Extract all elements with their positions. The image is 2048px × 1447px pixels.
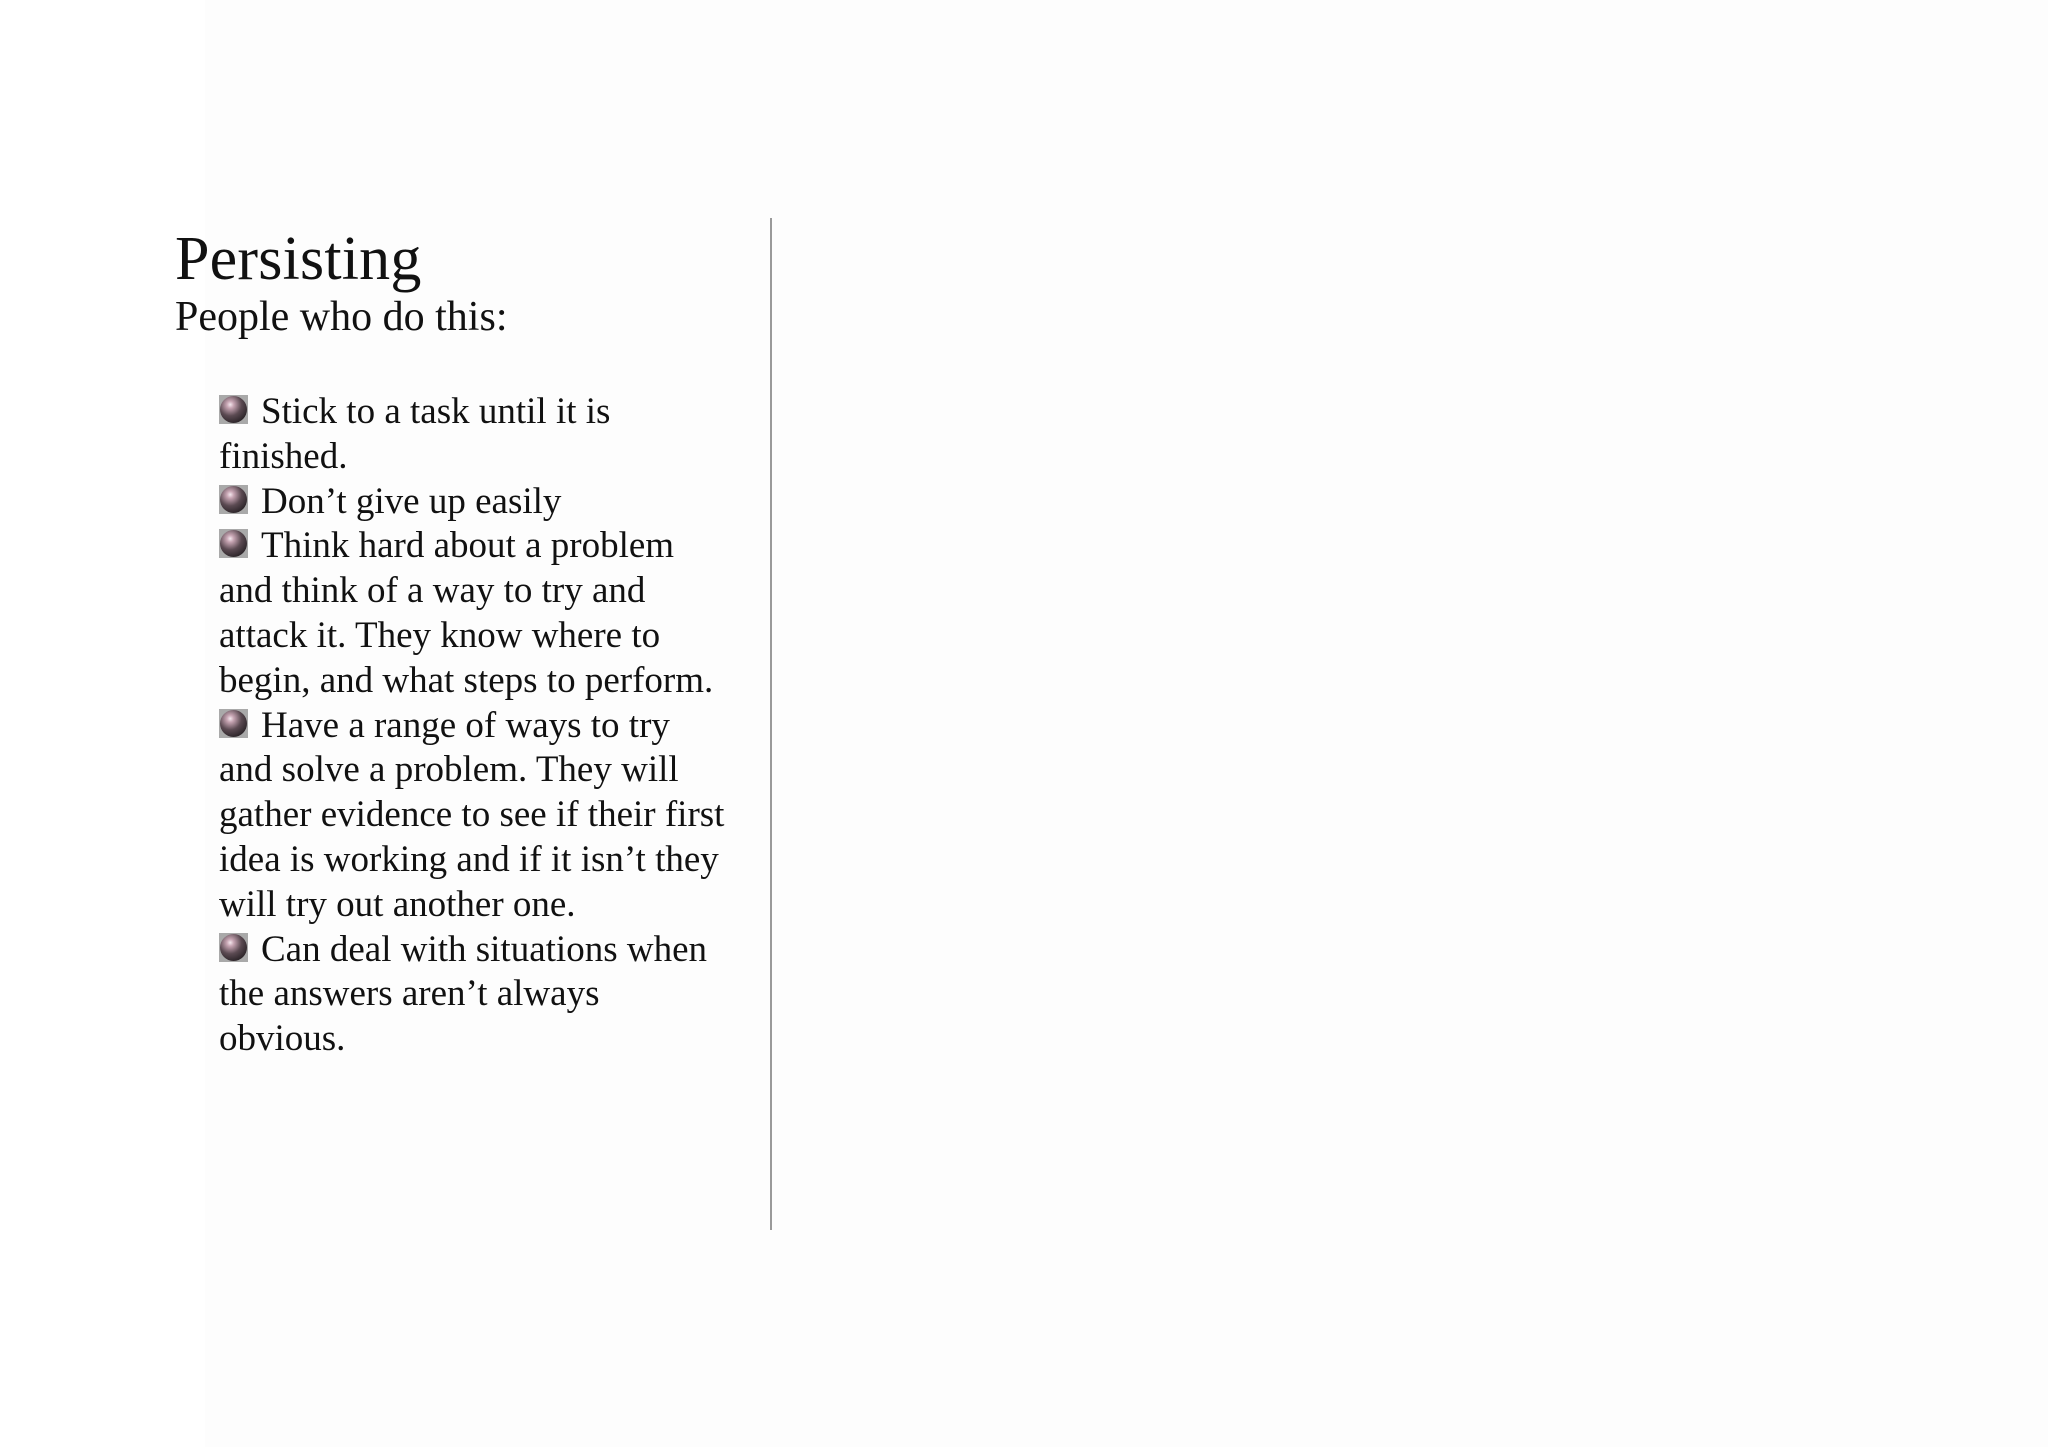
list-item [219,524,729,703]
list-item [219,704,729,928]
list-item [219,928,729,1062]
sphere-bullet-icon [219,709,248,738]
column-divider [770,218,772,1230]
sphere-bullet-icon [219,933,248,962]
behaviour-list [219,390,729,1062]
list-item [219,390,729,480]
sphere-bullet-icon [219,395,248,424]
sphere-bullet-icon [219,485,248,514]
list-item-text: Have a range of ways to try and solve a problem. They will gather evidence to see if their first idea is working and if it isn’t they will try out another one. [219,704,725,925]
section-subtitle: People who do this: [175,294,508,340]
list-item-text: Think hard about a problem and think of a way to try and attack it. They know where to begin, and what steps to perform. [219,525,714,701]
sphere-bullet-icon [219,529,248,558]
list-item-text: Don’t give up easily [261,480,562,522]
page-title: Persisting [175,225,422,293]
list-item-text: Stick to a task until it is finished. [219,391,611,477]
persisting-panel [175,225,735,1060]
list-item-text: Can deal with situations when the answers aren’t always obvious. [219,928,707,1060]
list-item [219,480,729,525]
